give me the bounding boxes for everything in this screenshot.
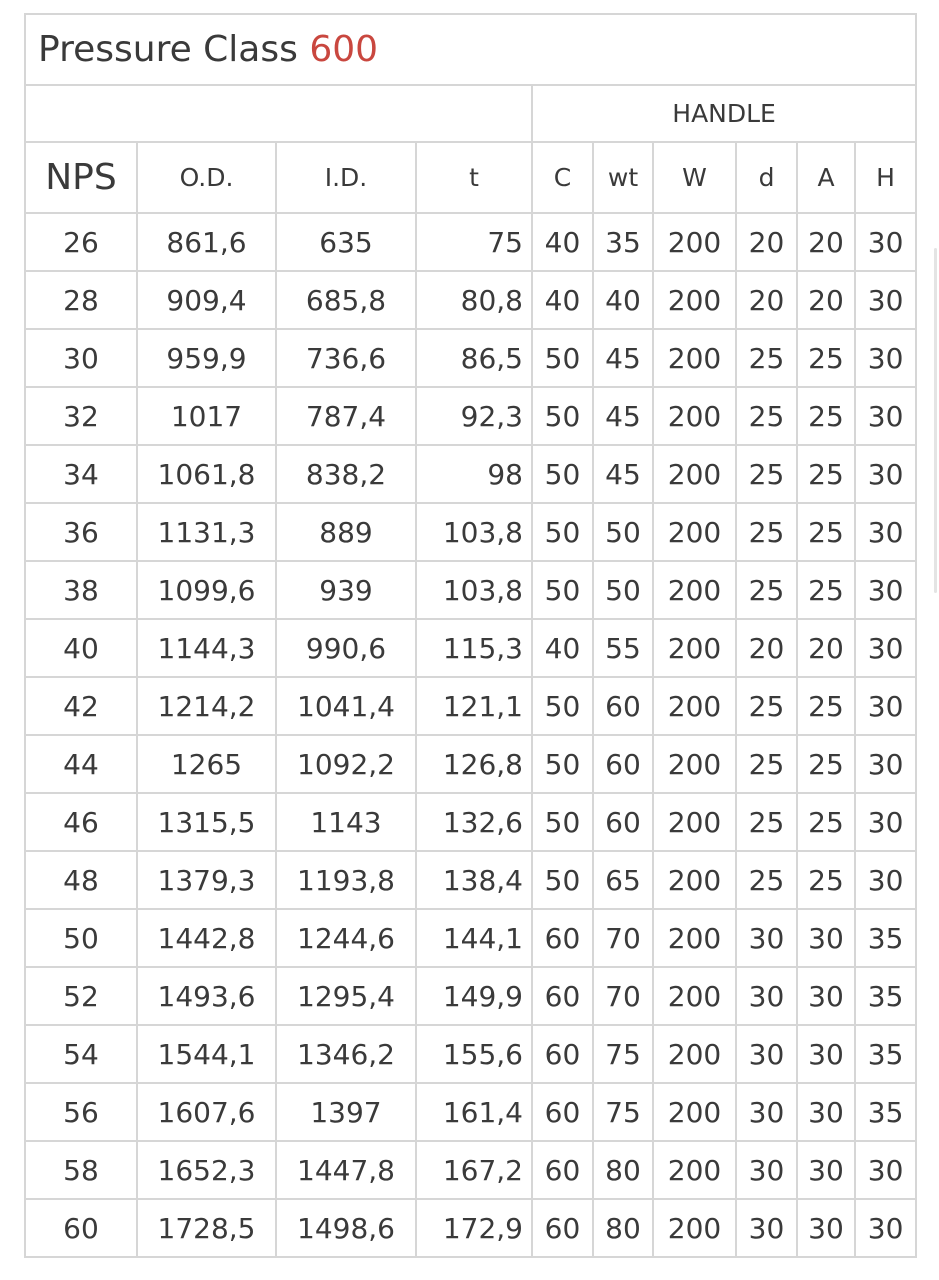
cell-t: 92,3 — [416, 387, 532, 445]
cell-wt: 50 — [593, 561, 653, 619]
cell-c: 60 — [532, 1083, 593, 1141]
table-row — [25, 735, 916, 793]
table-row — [25, 387, 916, 445]
cell-od: 1061,8 — [137, 445, 276, 503]
cell-a: 20 — [797, 213, 855, 271]
pressure-class-table — [24, 13, 917, 1258]
cell-id: 1498,6 — [276, 1199, 416, 1257]
cell-id: 1397 — [276, 1083, 416, 1141]
cell-t: 155,6 — [416, 1025, 532, 1083]
cell-w: 200 — [653, 909, 736, 967]
cell-wt: 70 — [593, 967, 653, 1025]
cell-d: 20 — [736, 271, 797, 329]
cell-h: 30 — [855, 793, 916, 851]
cell-a: 25 — [797, 387, 855, 445]
cell-c: 50 — [532, 851, 593, 909]
cell-d: 30 — [736, 1025, 797, 1083]
cell-od: 1315,5 — [137, 793, 276, 851]
group-header-empty — [25, 85, 532, 142]
cell-od: 1493,6 — [137, 967, 276, 1025]
cell-nps: 38 — [25, 561, 137, 619]
cell-w: 200 — [653, 677, 736, 735]
column-header-wt: wt — [593, 142, 653, 213]
cell-od: 1652,3 — [137, 1141, 276, 1199]
cell-id: 889 — [276, 503, 416, 561]
table-row — [25, 851, 916, 909]
cell-wt: 50 — [593, 503, 653, 561]
cell-t: 149,9 — [416, 967, 532, 1025]
cell-a: 30 — [797, 967, 855, 1025]
cell-c: 60 — [532, 1199, 593, 1257]
cell-c: 50 — [532, 503, 593, 561]
cell-wt: 40 — [593, 271, 653, 329]
cell-h: 30 — [855, 271, 916, 329]
cell-w: 200 — [653, 735, 736, 793]
cell-a: 25 — [797, 503, 855, 561]
cell-a: 25 — [797, 561, 855, 619]
cell-nps: 46 — [25, 793, 137, 851]
cell-c: 60 — [532, 967, 593, 1025]
cell-c: 50 — [532, 735, 593, 793]
cell-od: 1265 — [137, 735, 276, 793]
cell-h: 30 — [855, 851, 916, 909]
cell-h: 30 — [855, 677, 916, 735]
cell-t: 167,2 — [416, 1141, 532, 1199]
table-row — [25, 619, 916, 677]
cell-w: 200 — [653, 619, 736, 677]
cell-id: 787,4 — [276, 387, 416, 445]
table-row — [25, 271, 916, 329]
cell-id: 1295,4 — [276, 967, 416, 1025]
scrollbar[interactable] — [934, 248, 937, 593]
cell-a: 25 — [797, 793, 855, 851]
cell-d: 25 — [736, 387, 797, 445]
column-header-od: O.D. — [137, 142, 276, 213]
cell-od: 909,4 — [137, 271, 276, 329]
cell-nps: 50 — [25, 909, 137, 967]
cell-h: 30 — [855, 445, 916, 503]
cell-c: 50 — [532, 445, 593, 503]
title-prefix: Pressure Class — [38, 29, 298, 70]
cell-c: 40 — [532, 619, 593, 677]
cell-w: 200 — [653, 851, 736, 909]
cell-id: 1346,2 — [276, 1025, 416, 1083]
cell-c: 40 — [532, 271, 593, 329]
cell-t: 98 — [416, 445, 532, 503]
column-header-id: I.D. — [276, 142, 416, 213]
cell-id: 939 — [276, 561, 416, 619]
cell-t: 144,1 — [416, 909, 532, 967]
cell-h: 30 — [855, 387, 916, 445]
cell-d: 30 — [736, 1083, 797, 1141]
cell-wt: 60 — [593, 677, 653, 735]
cell-id: 990,6 — [276, 619, 416, 677]
cell-a: 30 — [797, 1083, 855, 1141]
cell-h: 30 — [855, 213, 916, 271]
column-header-row — [25, 142, 916, 213]
cell-wt: 60 — [593, 793, 653, 851]
cell-od: 1131,3 — [137, 503, 276, 561]
column-header-c: C — [532, 142, 593, 213]
cell-d: 30 — [736, 967, 797, 1025]
cell-wt: 45 — [593, 387, 653, 445]
table-row — [25, 793, 916, 851]
column-header-t: t — [416, 142, 532, 213]
cell-c: 60 — [532, 1141, 593, 1199]
cell-a: 25 — [797, 735, 855, 793]
cell-d: 30 — [736, 909, 797, 967]
cell-id: 635 — [276, 213, 416, 271]
cell-nps: 30 — [25, 329, 137, 387]
cell-t: 132,6 — [416, 793, 532, 851]
table-row — [25, 1083, 916, 1141]
cell-h: 30 — [855, 561, 916, 619]
cell-od: 1379,3 — [137, 851, 276, 909]
cell-t: 103,8 — [416, 561, 532, 619]
cell-wt: 70 — [593, 909, 653, 967]
cell-nps: 28 — [25, 271, 137, 329]
cell-a: 20 — [797, 619, 855, 677]
cell-d: 25 — [736, 445, 797, 503]
table-row — [25, 213, 916, 271]
cell-t: 75 — [416, 213, 532, 271]
cell-od: 959,9 — [137, 329, 276, 387]
cell-c: 50 — [532, 387, 593, 445]
cell-a: 30 — [797, 1141, 855, 1199]
cell-a: 25 — [797, 329, 855, 387]
cell-t: 126,8 — [416, 735, 532, 793]
table-row — [25, 1141, 916, 1199]
table-title — [25, 14, 916, 85]
cell-c: 40 — [532, 213, 593, 271]
cell-t: 121,1 — [416, 677, 532, 735]
cell-h: 30 — [855, 735, 916, 793]
cell-d: 20 — [736, 619, 797, 677]
cell-t: 172,9 — [416, 1199, 532, 1257]
cell-wt: 80 — [593, 1199, 653, 1257]
cell-h: 35 — [855, 909, 916, 967]
cell-t: 80,8 — [416, 271, 532, 329]
table-row — [25, 909, 916, 967]
cell-t: 115,3 — [416, 619, 532, 677]
cell-a: 30 — [797, 909, 855, 967]
cell-a: 25 — [797, 445, 855, 503]
cell-od: 1607,6 — [137, 1083, 276, 1141]
cell-od: 1544,1 — [137, 1025, 276, 1083]
cell-w: 200 — [653, 387, 736, 445]
cell-w: 200 — [653, 1025, 736, 1083]
cell-w: 200 — [653, 561, 736, 619]
cell-a: 25 — [797, 851, 855, 909]
cell-wt: 35 — [593, 213, 653, 271]
cell-wt: 45 — [593, 445, 653, 503]
cell-t: 161,4 — [416, 1083, 532, 1141]
cell-w: 200 — [653, 967, 736, 1025]
cell-w: 200 — [653, 271, 736, 329]
cell-w: 200 — [653, 503, 736, 561]
cell-wt: 80 — [593, 1141, 653, 1199]
cell-d: 20 — [736, 213, 797, 271]
cell-nps: 58 — [25, 1141, 137, 1199]
cell-od: 1214,2 — [137, 677, 276, 735]
cell-h: 30 — [855, 619, 916, 677]
cell-c: 50 — [532, 329, 593, 387]
cell-nps: 40 — [25, 619, 137, 677]
cell-c: 60 — [532, 1025, 593, 1083]
cell-t: 86,5 — [416, 329, 532, 387]
cell-d: 25 — [736, 851, 797, 909]
cell-d: 25 — [736, 677, 797, 735]
cell-nps: 36 — [25, 503, 137, 561]
cell-a: 20 — [797, 271, 855, 329]
table-row — [25, 561, 916, 619]
table-row — [25, 1199, 916, 1257]
cell-c: 60 — [532, 909, 593, 967]
cell-id: 1092,2 — [276, 735, 416, 793]
column-header-a: A — [797, 142, 855, 213]
cell-od: 1144,3 — [137, 619, 276, 677]
cell-h: 30 — [855, 503, 916, 561]
cell-wt: 65 — [593, 851, 653, 909]
cell-od: 1728,5 — [137, 1199, 276, 1257]
cell-h: 30 — [855, 1199, 916, 1257]
table-row — [25, 1025, 916, 1083]
cell-id: 1244,6 — [276, 909, 416, 967]
cell-nps: 60 — [25, 1199, 137, 1257]
column-header-nps: NPS — [25, 142, 137, 213]
cell-h: 30 — [855, 1141, 916, 1199]
cell-nps: 42 — [25, 677, 137, 735]
cell-a: 30 — [797, 1025, 855, 1083]
column-header-w: W — [653, 142, 736, 213]
column-header-d: d — [736, 142, 797, 213]
group-header-handle: HANDLE — [532, 85, 916, 142]
cell-d: 25 — [736, 793, 797, 851]
cell-nps: 52 — [25, 967, 137, 1025]
cell-nps: 54 — [25, 1025, 137, 1083]
cell-w: 200 — [653, 329, 736, 387]
cell-c: 50 — [532, 677, 593, 735]
cell-id: 1193,8 — [276, 851, 416, 909]
cell-w: 200 — [653, 793, 736, 851]
cell-wt: 55 — [593, 619, 653, 677]
cell-id: 736,6 — [276, 329, 416, 387]
table-row — [25, 445, 916, 503]
cell-od: 1442,8 — [137, 909, 276, 967]
title-number: 600 — [309, 29, 379, 70]
table-row — [25, 503, 916, 561]
cell-h: 35 — [855, 967, 916, 1025]
cell-nps: 26 — [25, 213, 137, 271]
cell-nps: 32 — [25, 387, 137, 445]
cell-nps: 48 — [25, 851, 137, 909]
cell-w: 200 — [653, 1199, 736, 1257]
cell-d: 25 — [736, 503, 797, 561]
cell-id: 1447,8 — [276, 1141, 416, 1199]
cell-d: 30 — [736, 1199, 797, 1257]
cell-a: 25 — [797, 677, 855, 735]
cell-wt: 75 — [593, 1083, 653, 1141]
cell-wt: 75 — [593, 1025, 653, 1083]
cell-wt: 60 — [593, 735, 653, 793]
cell-c: 50 — [532, 561, 593, 619]
cell-id: 838,2 — [276, 445, 416, 503]
cell-d: 25 — [736, 735, 797, 793]
cell-a: 30 — [797, 1199, 855, 1257]
cell-w: 200 — [653, 1141, 736, 1199]
cell-w: 200 — [653, 213, 736, 271]
cell-id: 685,8 — [276, 271, 416, 329]
table-row — [25, 677, 916, 735]
column-header-h: H — [855, 142, 916, 213]
cell-nps: 44 — [25, 735, 137, 793]
cell-t: 138,4 — [416, 851, 532, 909]
cell-id: 1041,4 — [276, 677, 416, 735]
cell-d: 25 — [736, 329, 797, 387]
table-row — [25, 967, 916, 1025]
cell-h: 35 — [855, 1025, 916, 1083]
cell-w: 200 — [653, 1083, 736, 1141]
table-row — [25, 329, 916, 387]
cell-d: 30 — [736, 1141, 797, 1199]
cell-h: 35 — [855, 1083, 916, 1141]
cell-w: 200 — [653, 445, 736, 503]
cell-od: 861,6 — [137, 213, 276, 271]
cell-wt: 45 — [593, 329, 653, 387]
cell-h: 30 — [855, 329, 916, 387]
cell-nps: 56 — [25, 1083, 137, 1141]
table-body — [25, 213, 916, 1257]
cell-od: 1099,6 — [137, 561, 276, 619]
cell-id: 1143 — [276, 793, 416, 851]
cell-d: 25 — [736, 561, 797, 619]
cell-nps: 34 — [25, 445, 137, 503]
cell-c: 50 — [532, 793, 593, 851]
cell-od: 1017 — [137, 387, 276, 445]
cell-t: 103,8 — [416, 503, 532, 561]
